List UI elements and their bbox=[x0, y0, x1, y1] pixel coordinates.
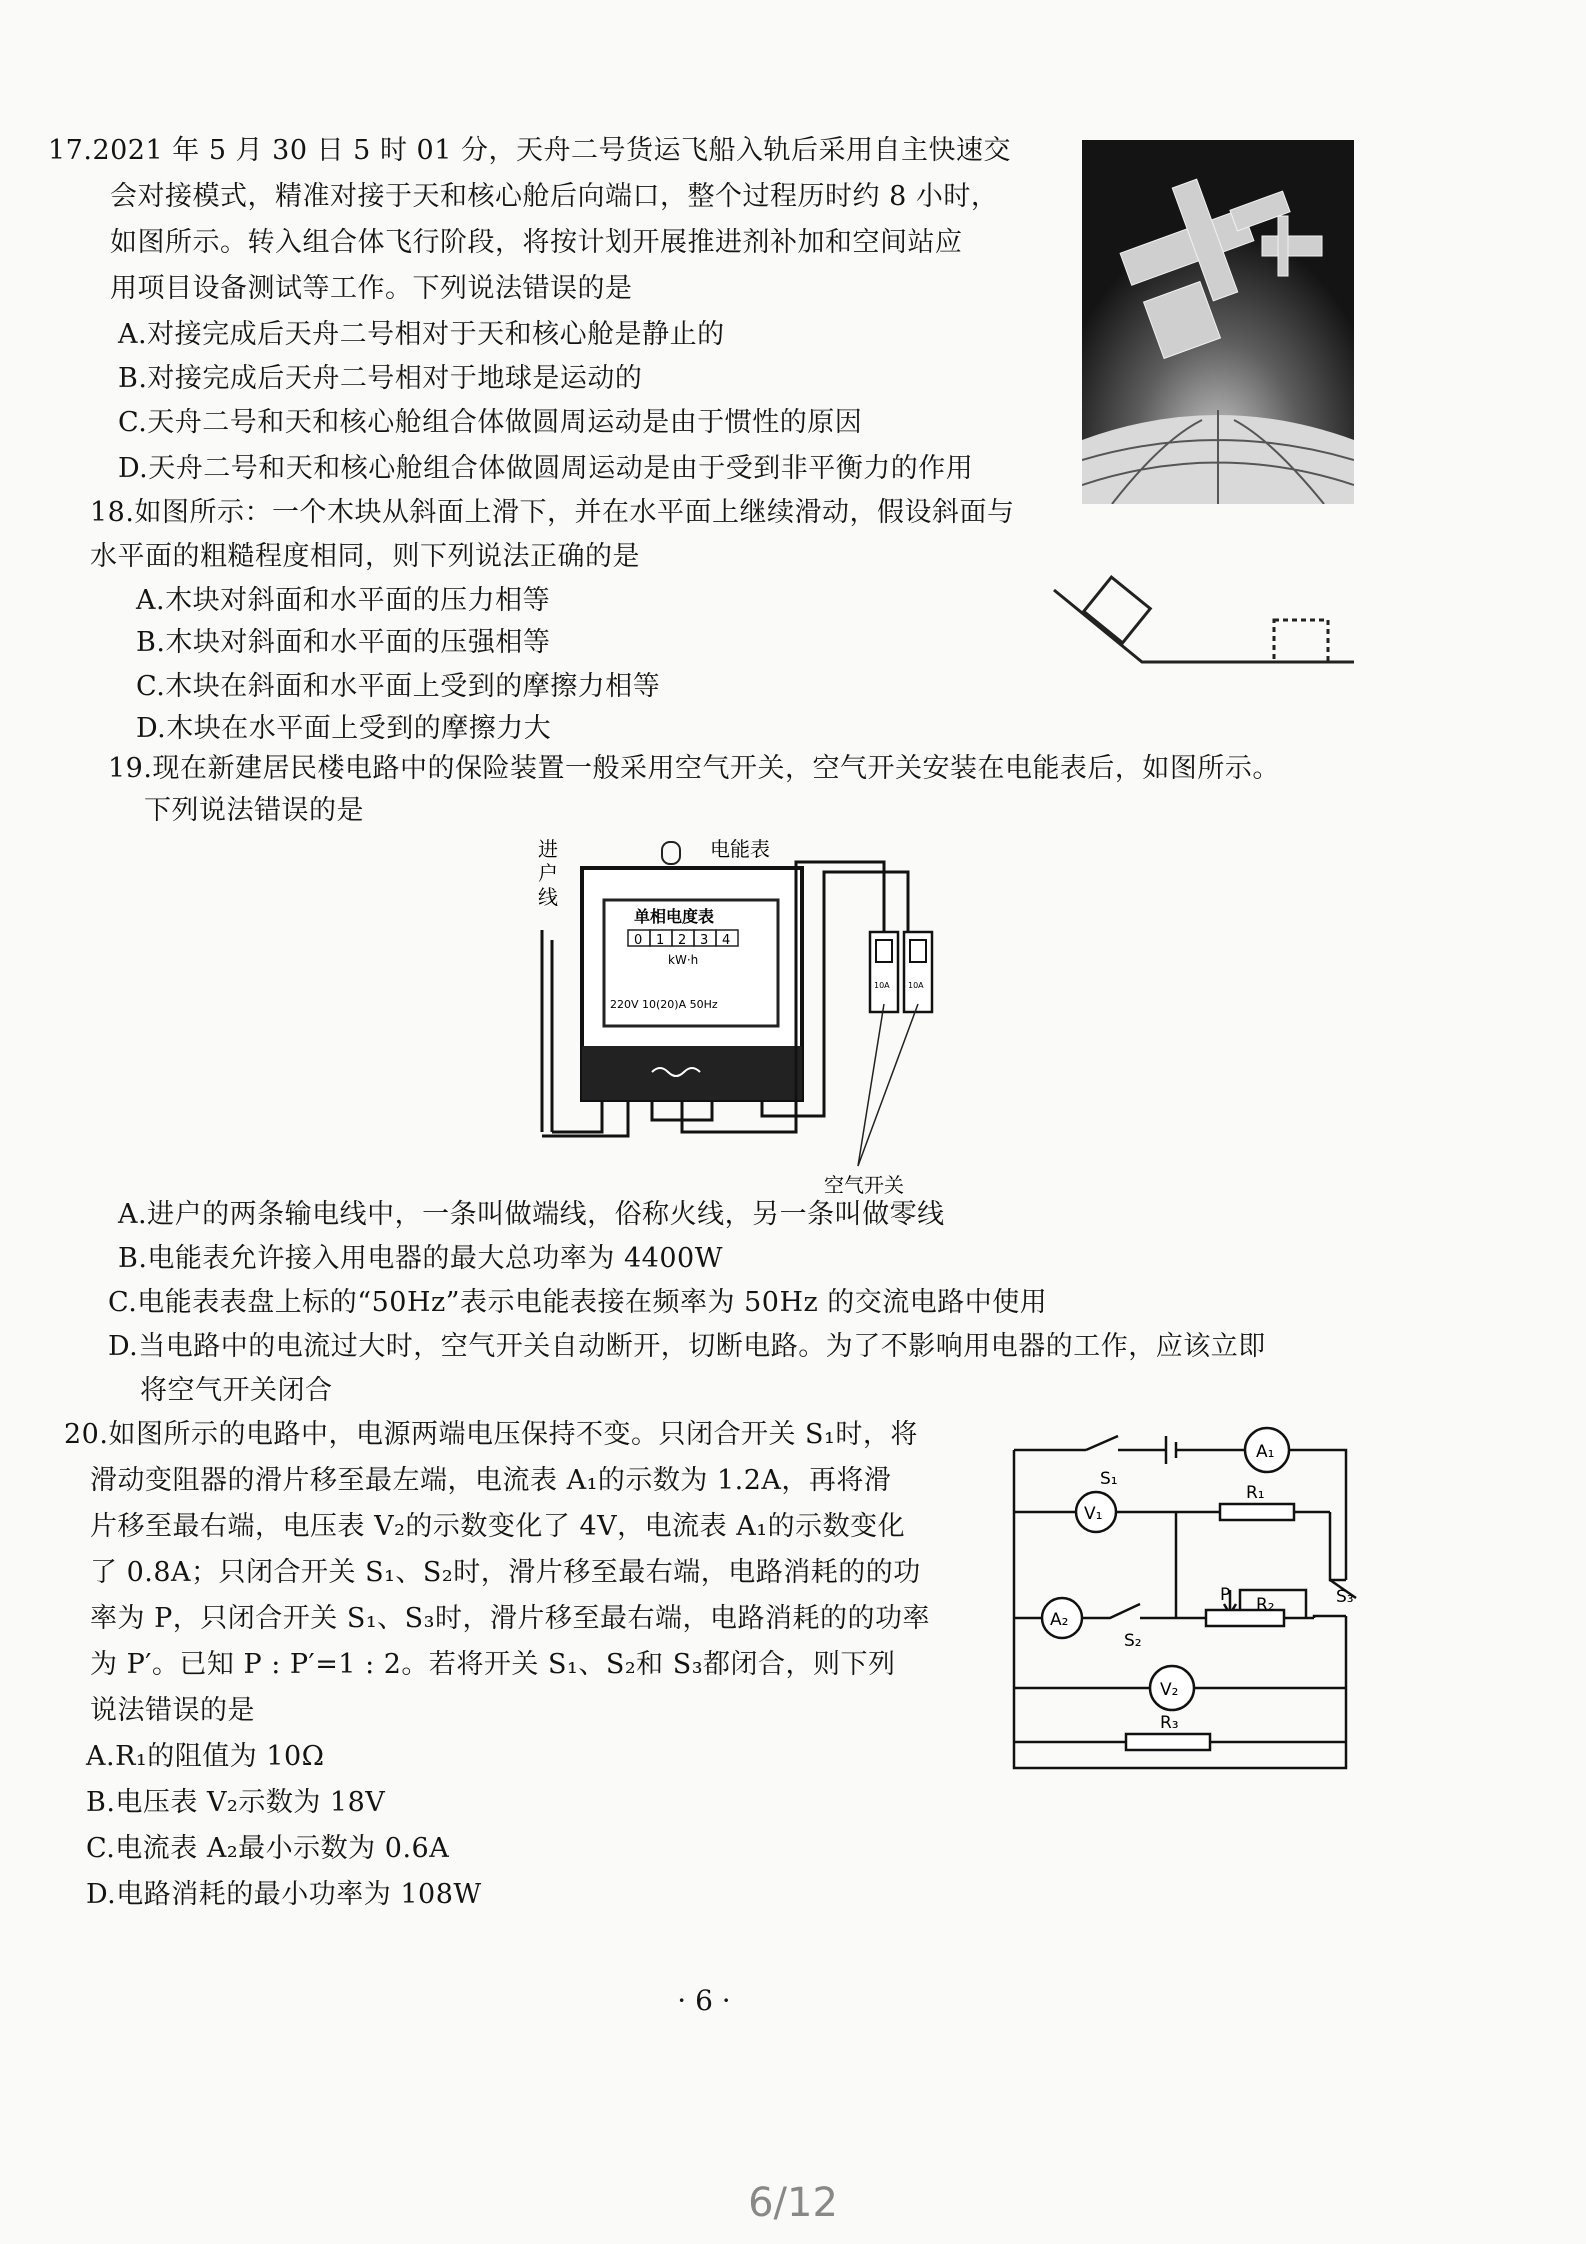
q17-option-c: C.天舟二号和天和核心舱组合体做圆周运动是由于惯性的原因 bbox=[118, 407, 863, 438]
breaker-rating: 10A bbox=[908, 981, 924, 990]
r1-label: R₁ bbox=[1246, 1483, 1265, 1503]
q20-line-3: 片移至最右端，电压表 V₂的示数变化了 4V，电流表 A₁的示数变化 bbox=[90, 1511, 906, 1542]
circuit-diagram bbox=[1000, 1420, 1370, 1780]
q20-line-6: 为 P′。已知 P : P′=1 : 2。若将开关 S₁、S₂和 S₃都闭合，则下列 bbox=[90, 1649, 896, 1680]
meter-title: 单相电度表 bbox=[634, 907, 715, 926]
wood-block-on-floor bbox=[1274, 620, 1328, 662]
q20-line-2: 滑动变阻器的滑片移至最左端，电流表 A₁的示数为 1.2A，再将滑 bbox=[90, 1465, 892, 1496]
q19-option-d: D.当电路中的电流过大时，空气开关自动断开，切断电路。为了不影响用电器的工作，应该立即 bbox=[108, 1331, 1266, 1362]
breaker-label: 空气开关 bbox=[824, 1173, 904, 1197]
v1-label: V₁ bbox=[1084, 1504, 1103, 1524]
q19-option-c: C.电能表表盘上标的“50Hz”表示电能表接在频率为 50Hz 的交流电路中使用 bbox=[108, 1287, 1048, 1318]
electric-meter-figure bbox=[528, 836, 948, 1200]
q20-option-b: B.电压表 V₂示数为 18V bbox=[86, 1787, 386, 1818]
q20-option-a: A.R₁的阻值为 10Ω bbox=[86, 1741, 325, 1772]
air-breaker-2 bbox=[904, 932, 932, 1012]
resistor-r1 bbox=[1220, 1504, 1294, 1520]
r3-label: R₃ bbox=[1160, 1713, 1179, 1733]
q19-line-1: 19.现在新建居民楼电路中的保险装置一般采用空气开关，空气开关安装在电能表后，如图所示。 bbox=[108, 753, 1280, 784]
breaker-rating: 10A bbox=[874, 981, 890, 990]
incoming-line-label-1: 进 bbox=[538, 837, 558, 861]
meter-label: 电能表 bbox=[710, 837, 770, 861]
q18-option-b: B.木块对斜面和水平面的压强相等 bbox=[136, 627, 551, 658]
q17-line-2: 会对接模式，精准对接于天和核心舱后向端口，整个过程历时约 8 小时， bbox=[110, 181, 999, 212]
v2-label: V₂ bbox=[1160, 1680, 1179, 1700]
meter-digit: 3 bbox=[700, 933, 709, 948]
s2-label: S₂ bbox=[1124, 1631, 1142, 1651]
meter-unit: kW·h bbox=[668, 953, 699, 967]
q19-line-2: 下列说法错误的是 bbox=[144, 795, 364, 826]
q18-option-c: C.木块在斜面和水平面上受到的摩擦力相等 bbox=[136, 671, 661, 702]
r2-label: R₂ bbox=[1256, 1595, 1275, 1615]
q20-line-7: 说法错误的是 bbox=[90, 1695, 255, 1726]
q20-line-5: 率为 P，只闭合开关 S₁、S₃时，滑片移至最右端，电路消耗的的功率 bbox=[90, 1603, 930, 1634]
wood-block-on-slope bbox=[1084, 577, 1151, 643]
a2-label: A₂ bbox=[1050, 1610, 1069, 1630]
meter-digit: 4 bbox=[722, 933, 731, 948]
meter-digit: 1 bbox=[656, 933, 665, 948]
meter-digit: 2 bbox=[678, 933, 687, 948]
meter-digit: 0 bbox=[634, 933, 643, 948]
q20-line-1: 20.如图所示的电路中，电源两端电压保持不变。只闭合开关 S₁时，将 bbox=[64, 1419, 918, 1450]
q18-line-2: 水平面的粗糙程度相同，则下列说法正确的是 bbox=[90, 541, 640, 572]
space-station-photo bbox=[1082, 140, 1354, 504]
a1-label: A₁ bbox=[1256, 1442, 1275, 1462]
q18-option-d: D.木块在水平面上受到的摩擦力大 bbox=[136, 713, 552, 744]
meter-rating: 220V 10(20)A 50Hz bbox=[610, 998, 718, 1011]
q17-option-b: B.对接完成后天舟二号相对于地球是运动的 bbox=[118, 363, 643, 394]
q18-option-a: A.木块对斜面和水平面的压力相等 bbox=[136, 585, 551, 616]
q18-line-1: 18.如图所示：一个木块从斜面上滑下，并在水平面上继续滑动，假设斜面与 bbox=[90, 497, 1015, 528]
q17-option-a: A.对接完成后天舟二号相对于天和核心舱是静止的 bbox=[118, 319, 725, 350]
q19-option-d-cont: 将空气开关闭合 bbox=[140, 1375, 333, 1406]
q17-line-3: 如图所示。转入组合体飞行阶段，将按计划开展推进剂补加和空间站应 bbox=[110, 227, 963, 258]
q20-option-d: D.电路消耗的最小功率为 108W bbox=[86, 1879, 482, 1910]
q17-line-4: 用项目设备测试等工作。下列说法错误的是 bbox=[110, 273, 633, 304]
p-label: P bbox=[1220, 1585, 1231, 1605]
switch-s2-blade bbox=[1082, 1604, 1140, 1618]
q19-option-b: B.电能表允许接入用电器的最大总功率为 4400W bbox=[118, 1243, 723, 1274]
q20-line-4: 了 0.8A；只闭合开关 S₁、S₂时，滑片移至最右端，电路消耗的的功 bbox=[90, 1557, 921, 1588]
switch-s1-blade bbox=[1086, 1436, 1118, 1450]
page-number: · 6 · bbox=[677, 1984, 731, 2017]
q17-line-1: 17.2021 年 5 月 30 日 5 时 01 分，天舟二号货运飞船入轨后采用自主快速交 bbox=[48, 135, 1011, 166]
incoming-line-label-3: 线 bbox=[538, 885, 558, 909]
incline-figure bbox=[1052, 570, 1356, 674]
s1-label: S₁ bbox=[1100, 1469, 1118, 1489]
q20-option-c: C.电流表 A₂最小示数为 0.6A bbox=[86, 1833, 450, 1864]
page-indicator: 6/12 bbox=[748, 2180, 838, 2226]
s3-label: S₃ bbox=[1336, 1587, 1354, 1607]
air-breaker-1 bbox=[870, 932, 898, 1012]
q17-option-d: D.天舟二号和天和核心舱组合体做圆周运动是由于受到非平衡力的作用 bbox=[118, 453, 974, 484]
q19-option-a: A.进户的两条输电线中，一条叫做端线，俗称火线，另一条叫做零线 bbox=[118, 1199, 945, 1230]
incoming-line-label-2: 户 bbox=[538, 861, 558, 885]
resistor-r3 bbox=[1126, 1734, 1210, 1750]
